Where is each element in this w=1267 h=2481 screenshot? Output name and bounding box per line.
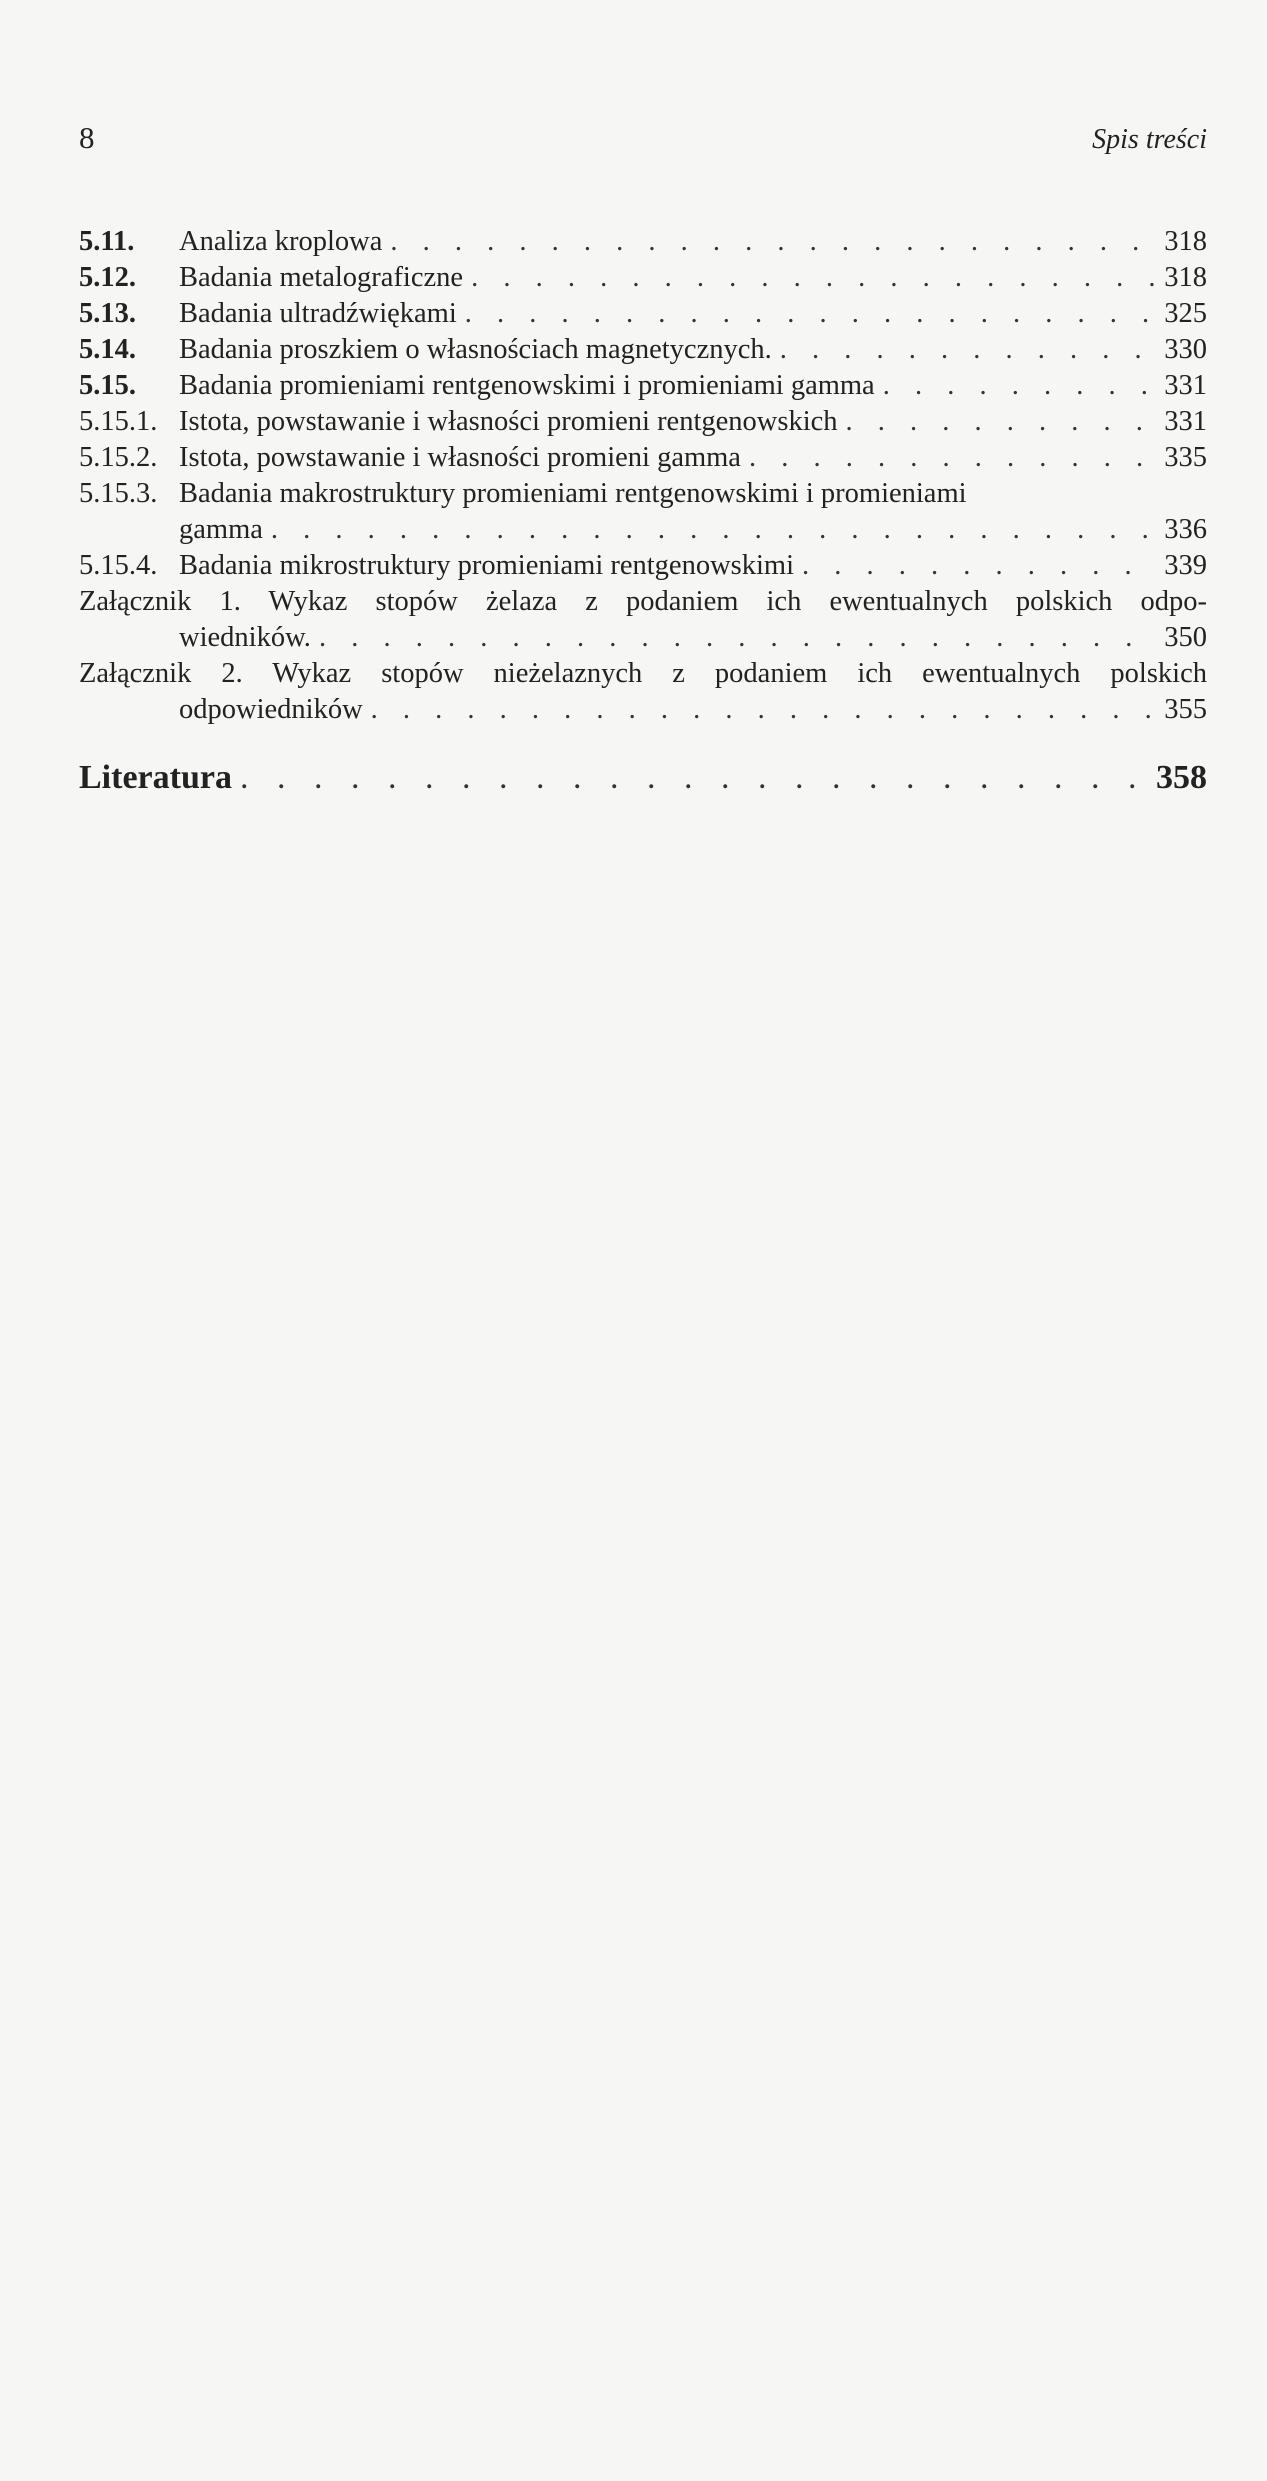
dot-leader <box>232 756 1156 800</box>
dot-leader <box>457 296 1157 332</box>
entry-number: 5.11. <box>79 226 135 257</box>
table-of-contents <box>79 224 1207 800</box>
annex-title: Załącznik 2. Wykaz stopów nieżelaznych z podaniem ich ewentualnych polskich <box>79 658 1207 689</box>
entry-title: Istota, powstawanie i własności promieni gamma <box>179 442 741 473</box>
entry-title: Istota, powstawanie i własności promieni rentgenowskich <box>179 406 838 437</box>
toc-entry <box>79 260 1207 296</box>
entry-number: 5.14. <box>79 334 136 365</box>
annex-page: 350 <box>1164 622 1207 653</box>
dot-leader <box>741 440 1157 476</box>
entry-number: 5.12. <box>79 262 136 293</box>
entry-title: Badania promieniami rentgenowskimi i promieniami gamma <box>179 370 875 401</box>
entry-page: 318 <box>1164 226 1207 257</box>
entry-page: 339 <box>1164 550 1207 581</box>
dot-leader <box>311 620 1157 656</box>
entry-page: 330 <box>1164 334 1207 365</box>
entry-page: 318 <box>1164 262 1207 293</box>
literature-page: 358 <box>1156 759 1207 796</box>
annex-entry <box>79 584 1207 656</box>
entry-title: Badania metalograficzne <box>179 262 464 293</box>
entry-title: Badania makrostruktury promieniami rentgenowskimi i promieniami <box>179 478 967 509</box>
annex-title: Załącznik 1. Wykaz stopów żelaza z podaniem ich ewentualnych polskich odpo- <box>79 586 1207 617</box>
entry-page: 331 <box>1164 370 1207 401</box>
dot-leader <box>263 512 1157 548</box>
entry-title-continued: gamma <box>179 514 263 545</box>
entry-number: 5.15.2. <box>79 442 158 473</box>
annex-entry <box>79 656 1207 728</box>
running-head: Spis treści <box>1092 124 1207 155</box>
dot-leader <box>463 260 1157 296</box>
entry-title: Badania ultradźwiękami <box>179 298 457 329</box>
entry-title: Badania proszkiem o własnościach magnetycznych. <box>179 334 772 365</box>
entry-title: Analiza kroplowa <box>179 226 383 257</box>
toc-entry <box>79 368 1207 404</box>
dot-leader <box>875 368 1157 404</box>
entry-page: 335 <box>1164 442 1207 473</box>
entry-page: 331 <box>1164 406 1207 437</box>
literature-title: Literatura <box>79 759 232 796</box>
entry-page: 336 <box>1164 514 1207 545</box>
dot-leader <box>772 332 1157 368</box>
entry-page: 325 <box>1164 298 1207 329</box>
literature-entry <box>79 756 1207 800</box>
dot-leader <box>838 404 1157 440</box>
dot-leader <box>794 548 1157 584</box>
entry-number: 5.15.3. <box>79 478 158 509</box>
toc-entry <box>79 440 1207 476</box>
entry-number: 5.15. <box>79 370 136 401</box>
entry-number: 5.15.4. <box>79 550 158 581</box>
annex-title-continued: wiedników. <box>179 622 311 653</box>
annex-page: 355 <box>1164 694 1207 725</box>
annex-title-continued: odpowiedników <box>179 694 363 725</box>
toc-entry <box>79 476 1207 548</box>
toc-entry <box>79 224 1207 260</box>
dot-leader <box>382 224 1157 260</box>
toc-entry <box>79 332 1207 368</box>
toc-entry <box>79 548 1207 584</box>
entry-title: Badania mikrostruktury promieniami rentgenowskimi <box>179 550 795 581</box>
dot-leader <box>363 692 1157 728</box>
page-number: 8 <box>79 120 95 155</box>
entry-number: 5.13. <box>79 298 136 329</box>
toc-entry <box>79 296 1207 332</box>
toc-entry <box>79 404 1207 440</box>
entry-number: 5.15.1. <box>79 406 158 437</box>
